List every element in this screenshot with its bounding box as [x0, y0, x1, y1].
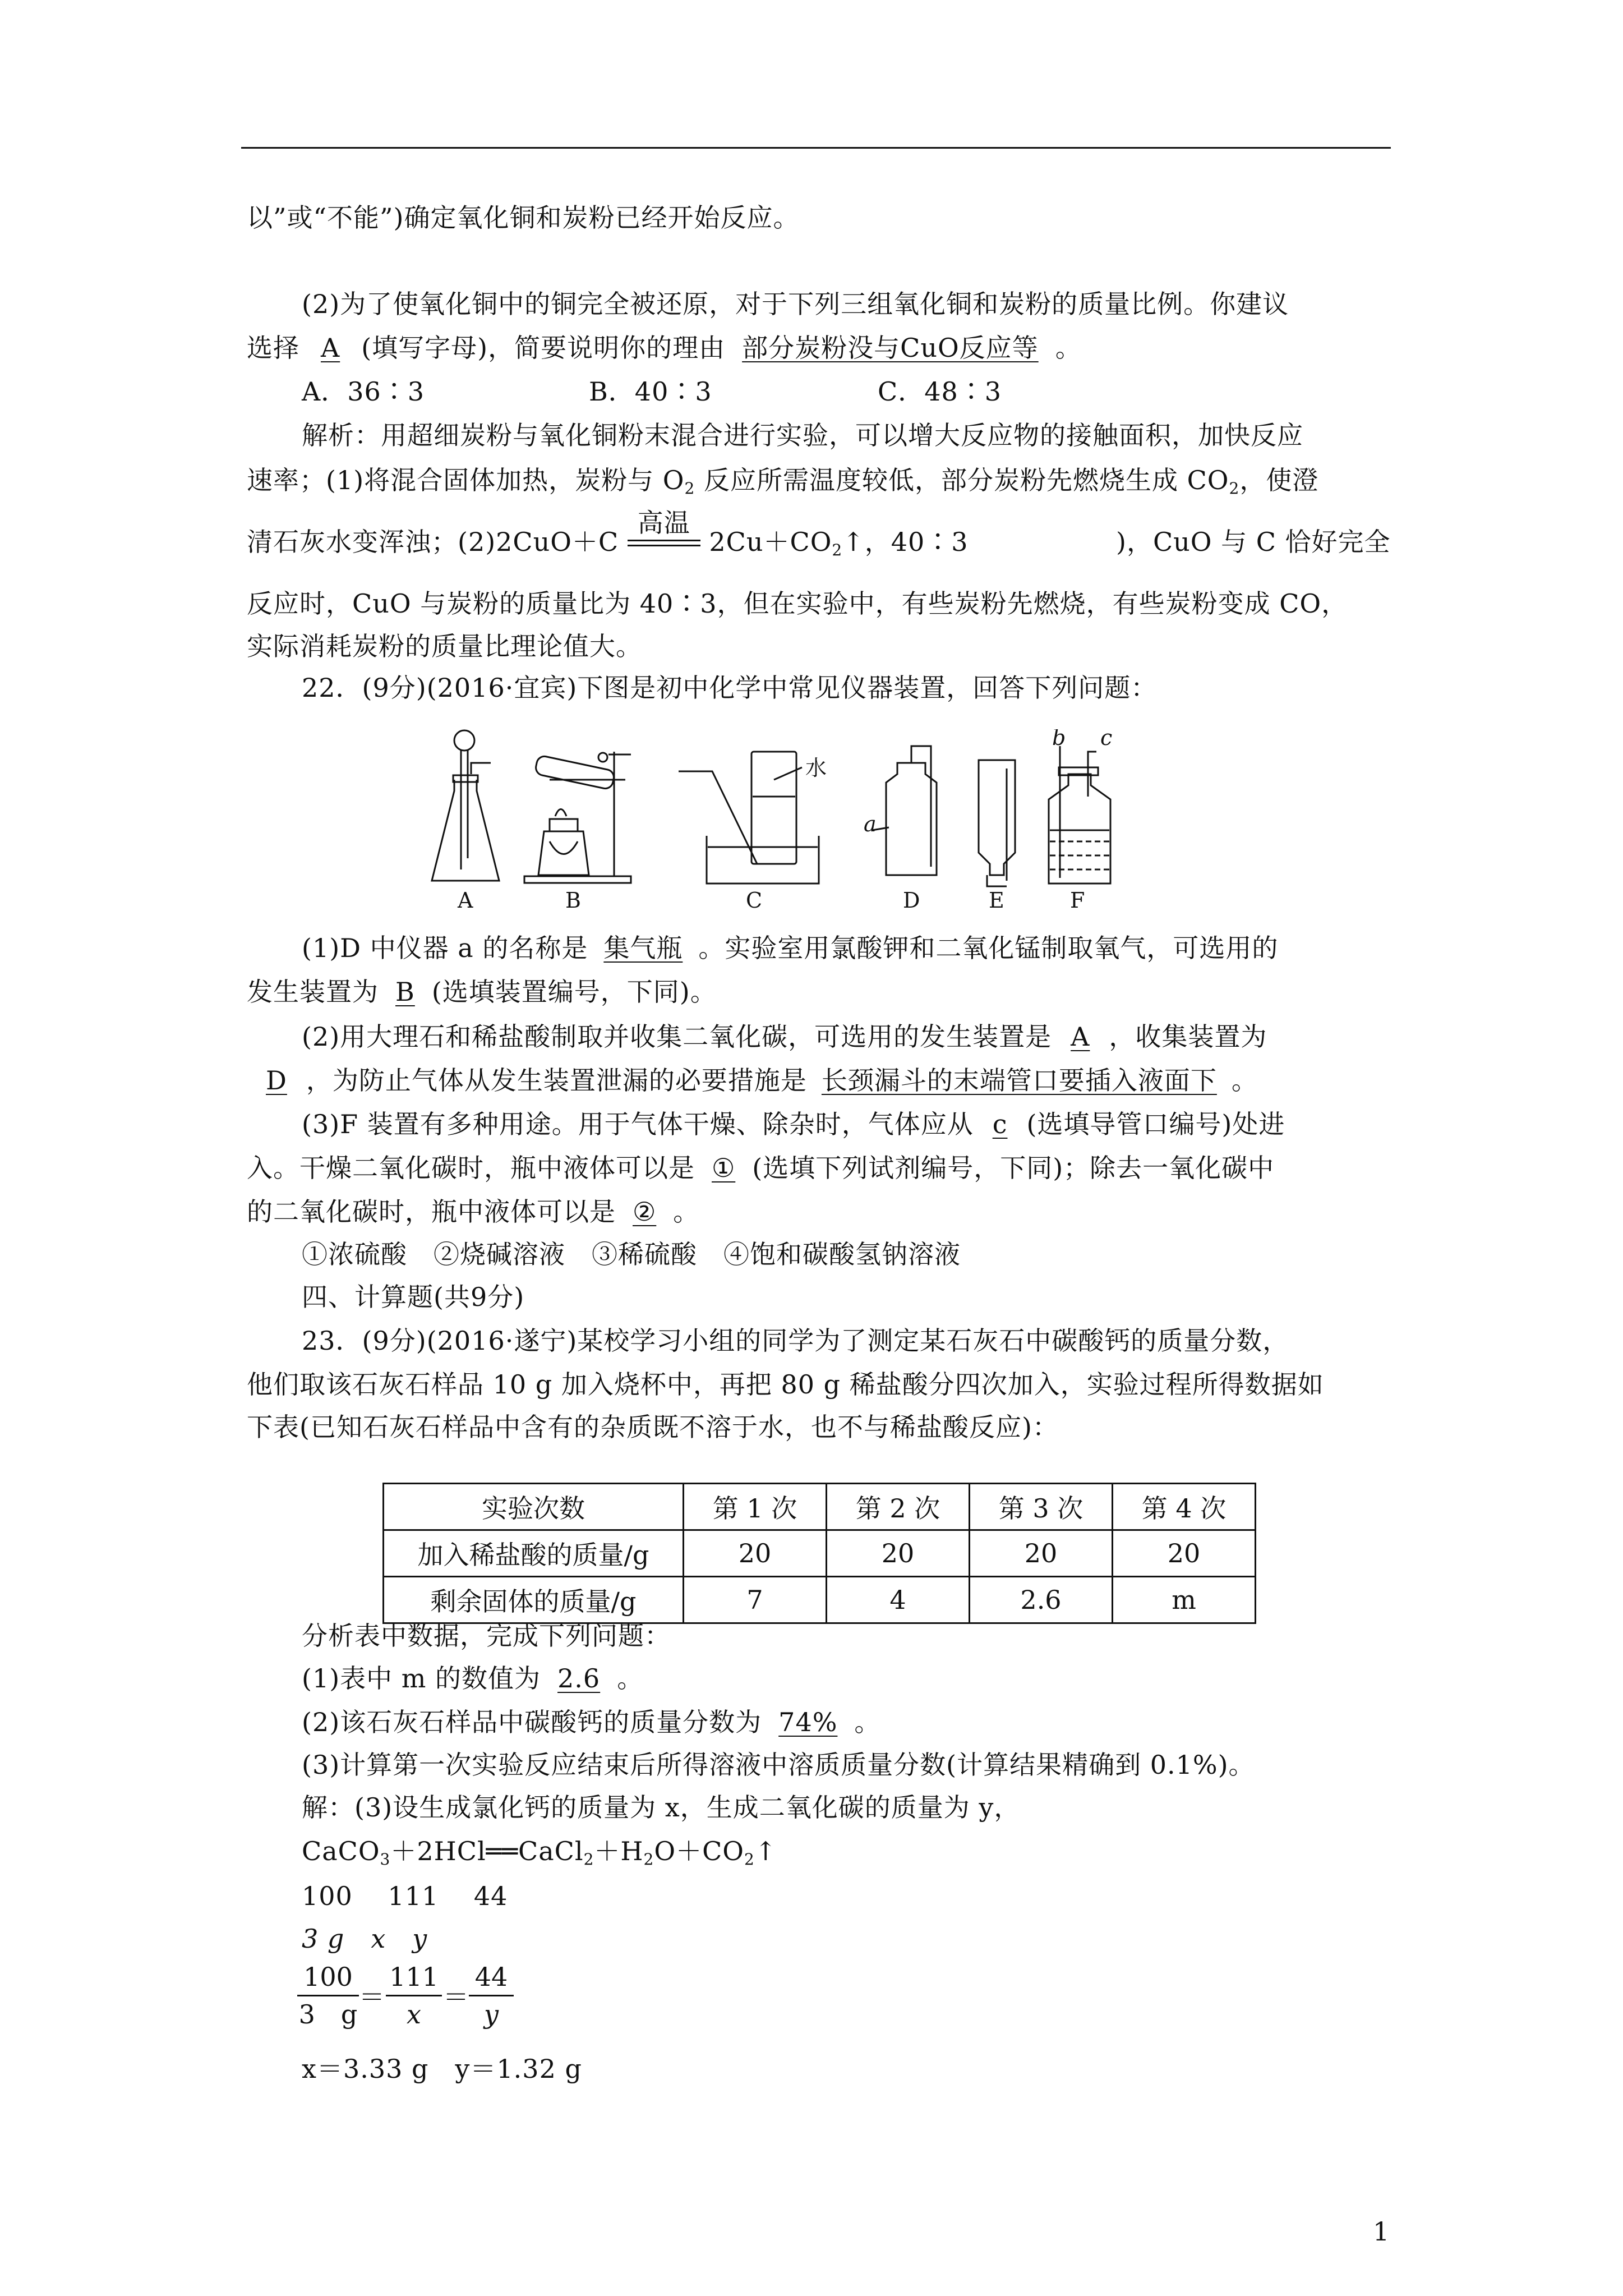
reagent-list: ①浓硫酸 ②烧碱溶液 ③稀硫酸 ④饱和碳酸氢钠溶液 — [302, 1239, 961, 1269]
answer-blank: B — [395, 977, 415, 1007]
q22-part3: 的二氧化碳时，瓶中液体可以是 ② 。 — [247, 1197, 700, 1227]
option-c: C．48∶3 — [878, 376, 1002, 407]
apparatus-figure — [415, 729, 1279, 914]
answer-blank: 74% — [778, 1707, 838, 1737]
q22-part1: 发生装置为 B (选填装置编号，下同)。 — [247, 977, 717, 1007]
data-table — [382, 1483, 1256, 1624]
q22-part3: 入。干燥二氧化碳时，瓶中液体可以是 ① (选填下列试剂编号，下同)；除去一氧化碳中 — [247, 1153, 1275, 1183]
table-header: 第 4 次 — [1113, 1484, 1256, 1530]
table-header: 实验次数 — [384, 1484, 684, 1530]
answer-blank: 长颈漏斗的末端管口要插入液面下 — [821, 1065, 1217, 1096]
q22-part2: D ，为防止气体从发生装置泄漏的必要措施是 长颈漏斗的末端管口要插入液面下 。 — [247, 1064, 1258, 1097]
figure-label-d: D — [903, 888, 920, 913]
question-23: 他们取该石灰石样品 10 g 加入烧杯中，再把 80 g 稀盐酸分四次加入，实验过程所得数据如 — [247, 1369, 1324, 1400]
reaction-condition: 高温 — [637, 508, 690, 538]
apparatus-d — [872, 746, 937, 875]
table-cell: 4 — [827, 1577, 970, 1623]
text-line: (2)为了使氧化铜中的铜完全被还原，对于下列三组氧化铜和炭粉的质量比例。你建议 — [302, 289, 1289, 319]
answer-blank: c — [992, 1109, 1008, 1139]
page-number: 1 — [1373, 2216, 1390, 2247]
figure-label-f: F — [1070, 888, 1085, 913]
figure-label-e: E — [989, 888, 1004, 913]
result-line: x＝3.33 g y＝1.32 g — [302, 2054, 582, 2084]
equals-sign: ＝ — [359, 1982, 385, 2012]
header-rule — [241, 147, 1391, 149]
tube-label-a: a — [864, 812, 877, 836]
apparatus-e — [979, 760, 1015, 886]
text-line: 以”或“不能”)确定氧化铜和炭粉已经开始反应。 — [247, 203, 800, 233]
answer-blank: ① — [712, 1153, 736, 1183]
tube-label-c: c — [1100, 729, 1113, 750]
answer-line: (2)该石灰石样品中碳酸钙的质量分数为 74% 。 — [302, 1707, 881, 1737]
table-cell: 20 — [1113, 1530, 1256, 1577]
known-masses: 3 g x y — [302, 1924, 428, 1954]
table-cell: 7 — [684, 1577, 827, 1623]
table-cell: m — [1113, 1577, 1256, 1623]
table-row — [384, 1530, 1256, 1577]
option-b: B．40∶3 — [589, 376, 712, 407]
question-23: 23．(9分)(2016·遂宁)某校学习小组的同学为了测定某石灰石中碳酸钙的质量分数， — [302, 1326, 1289, 1356]
answer-blank: ② — [633, 1197, 657, 1227]
figure-label-a: A — [458, 888, 473, 913]
answer-blank: D — [266, 1065, 287, 1096]
table-header: 第 2 次 — [827, 1484, 970, 1530]
answer-blank: 部分炭粉没与CuO反应等 — [742, 333, 1039, 363]
table-cell: 20 — [970, 1530, 1113, 1577]
q22-part3: (3)F 装置有多种用途。用于气体干燥、除杂时，气体应从 c (选填导管口编号)处进 — [302, 1109, 1285, 1139]
chemical-equation: $CaCO_3+2HCl══CaCl_2+H_2O+CO_2↑$ — [302, 1836, 777, 1869]
analysis-line: 清石灰水变浑浊；(2)2CuO＋C 高温 $2Cu+CO_2↑$，40∶3 — [247, 525, 969, 559]
water-label: 水 — [805, 756, 827, 780]
apparatus-c — [679, 752, 819, 884]
analysis-line: )，CuO 与 C 恰好完全 — [1116, 527, 1391, 557]
answer-blank: 集气瓶 — [603, 933, 683, 963]
fraction: $\frac{100}{3 g}$ — [297, 1961, 359, 2030]
analysis-line: 反应时，CuO 与炭粉的质量比为 40∶3，但在实验中，有些炭粉先燃烧，有些炭粉变成 CO， — [247, 588, 1348, 619]
q22-part2: (2)用大理石和稀盐酸制取并收集二氧化碳，可选用的发生装置是 A ，收集装置为 — [302, 1022, 1267, 1052]
question-22: 22．(9分)(2016·宜宾)下图是初中化学中常见仪器装置，回答下列问题： — [302, 673, 1158, 703]
answer-line: (3)计算第一次实验反应结束后所得溶液中溶质质量分数(计算结果精确到 0.1%)。 — [302, 1750, 1255, 1780]
fraction: $\frac{44}{y}$ — [469, 1961, 514, 2030]
apparatus-a — [432, 730, 499, 881]
option-a: A．36∶3 — [302, 376, 425, 407]
molar-masses: 100 111 44 — [302, 1881, 508, 1911]
table-cell: 20 — [684, 1530, 827, 1577]
analysis-line: 实际消耗炭粉的质量比理论值大。 — [247, 631, 642, 661]
table-header-row — [384, 1484, 1256, 1530]
answer-blank: 2.6 — [557, 1663, 601, 1694]
text-line: 选择 A (填写字母)，简要说明你的理由 部分炭粉没与CuO反应等 。 — [247, 333, 1082, 363]
table-header: 第 3 次 — [970, 1484, 1113, 1530]
answer-line: (1)表中 m 的数值为 2.6 。 — [302, 1663, 644, 1694]
solution-line: 解：(3)设生成氯化钙的质量为 x，生成二氧化碳的质量为 y， — [302, 1792, 1021, 1823]
table-cell: 20 — [827, 1530, 970, 1577]
question-23: 下表(已知石灰石样品中含有的杂质既不溶于水，也不与稀盐酸反应)： — [247, 1412, 1059, 1442]
table-row — [384, 1577, 1256, 1623]
q22-part1: (1)D 中仪器 a 的名称是 集气瓶 。实验室用氯酸钾和二氧化锰制取氧气，可选用的 — [302, 933, 1279, 963]
figure-label-c: C — [746, 888, 763, 913]
analysis-line: 速率；(1)将混合固体加热，炭粉与 $O_2$ 反应所需温度较低，部分炭粉先燃烧生成 $CO_2$，使澄 — [247, 465, 1319, 498]
tube-label-b: b — [1052, 729, 1066, 750]
analysis-line: 解析：用超细炭粉与氧化铜粉末混合进行实验，可以增大反应物的接触面积，加快反应 — [302, 420, 1303, 450]
equals-sign: ＝ — [443, 1982, 469, 2012]
fraction: $\frac{111}{x}$ — [386, 1961, 442, 2030]
analysis-intro: 分析表中数据，完成下列问题： — [302, 1621, 671, 1651]
table-cell: 2.6 — [970, 1577, 1113, 1623]
apparatus-f — [1049, 746, 1110, 884]
section-heading: 四、计算题(共9分) — [302, 1282, 525, 1312]
apparatus-b — [524, 752, 631, 883]
answer-blank: A — [321, 333, 340, 363]
answer-blank: A — [1071, 1022, 1090, 1052]
figure-label-b: B — [565, 888, 581, 913]
table-header: 第 1 次 — [684, 1484, 827, 1530]
table-cell: 加入稀盐酸的质量/g — [384, 1530, 684, 1577]
table-cell: 剩余固体的质量/g — [384, 1577, 684, 1623]
